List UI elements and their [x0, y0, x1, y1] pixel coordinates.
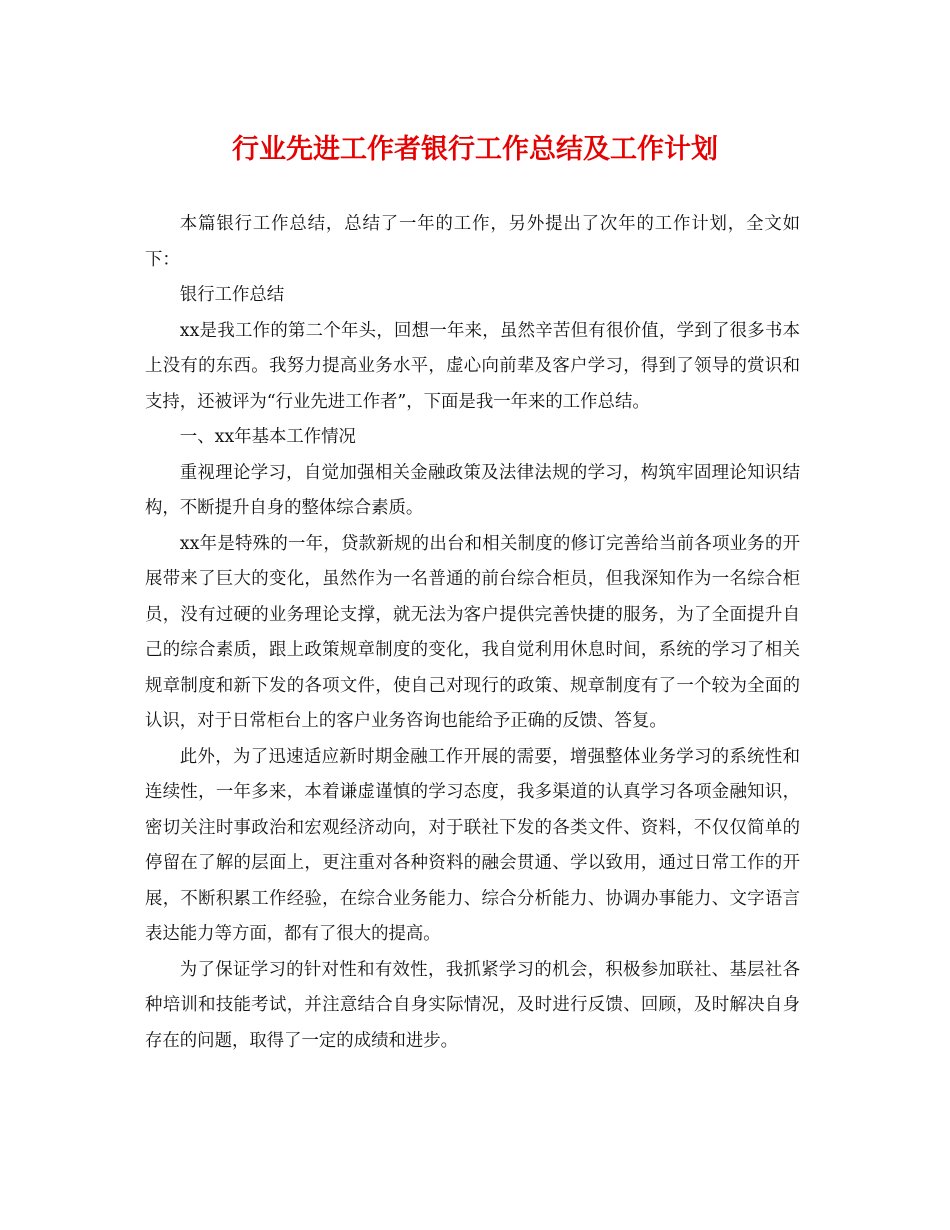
paragraph-intro: 本篇银行工作总结，总结了一年的工作，另外提出了次年的工作计划，全文如下： [145, 214, 800, 270]
paragraph-overview: xx是我工作的第二个年头，回想一年来，虽然辛苦但有很价值，学到了很多书本上没有的东西。我努力提高业务水平，虚心向前辈及客户学习，得到了领导的赏识和支持，还被评为“行业先进工作者”，下面是我一年来的工作总结。 [145, 320, 800, 412]
section-heading-basic-work: 一、xx年基本工作情况 [179, 427, 356, 447]
paragraph-training: 为了保证学习的针对性和有效性，我抓紧学习的机会，积极参加联社、基层社各种培训和技能考试，并注意结合自身实际情况，及时进行反馈、回顾，及时解决自身存在的问题，取得了一定的成绩和进步。 [145, 959, 800, 1051]
document-body [145, 207, 800, 1059]
paragraph-theory-study: 重视理论学习，自觉加强相关金融政策及法律法规的学习，构筑牢固理论知识结构，不断提升自身的整体综合素质。 [145, 462, 800, 518]
page-title: 行业先进工作者银行工作总结及工作计划 [232, 134, 718, 165]
section-heading-summary: 银行工作总结 [179, 285, 285, 305]
paragraph-special-year: xx年是特殊的一年，贷款新规的出台和相关制度的修订完善给当前各项业务的开展带来了巨大的变化，虽然作为一名普通的前台综合柜员，但我深知作为一名综合柜员，没有过硬的业务理论支撑，就无法为客户提供完善快捷的服务，为了全面提升自己的综合素质，跟上政策规章制度的变化，我自觉利用休息时间，系统的学习了相关规章制度和新下发的各项文件，使自己对现行的政策、规章制度有了一个较为全面的认识，对于日常柜台上的客户业务咨询也能给予正确的反馈、答复。 [145, 533, 800, 731]
paragraph-continuous-learning: 此外，为了迅速适应新时期金融工作开展的需要，增强整体业务学习的系统性和连续性，一年多来，本着谦虚谨慎的学习态度，我多渠道的认真学习各项金融知识，密切关注时事政治和宏观经济动向，对于联社下发的各类文件、资料，不仅仅简单的停留在了解的层面上，更注重对各种资料的融会贯通、学以致用，通过日常工作的开展，不断积累工作经验，在综合业务能力、综合分析能力、协调办事能力、文字语言表达能力等方面，都有了很大的提高。 [145, 746, 800, 944]
